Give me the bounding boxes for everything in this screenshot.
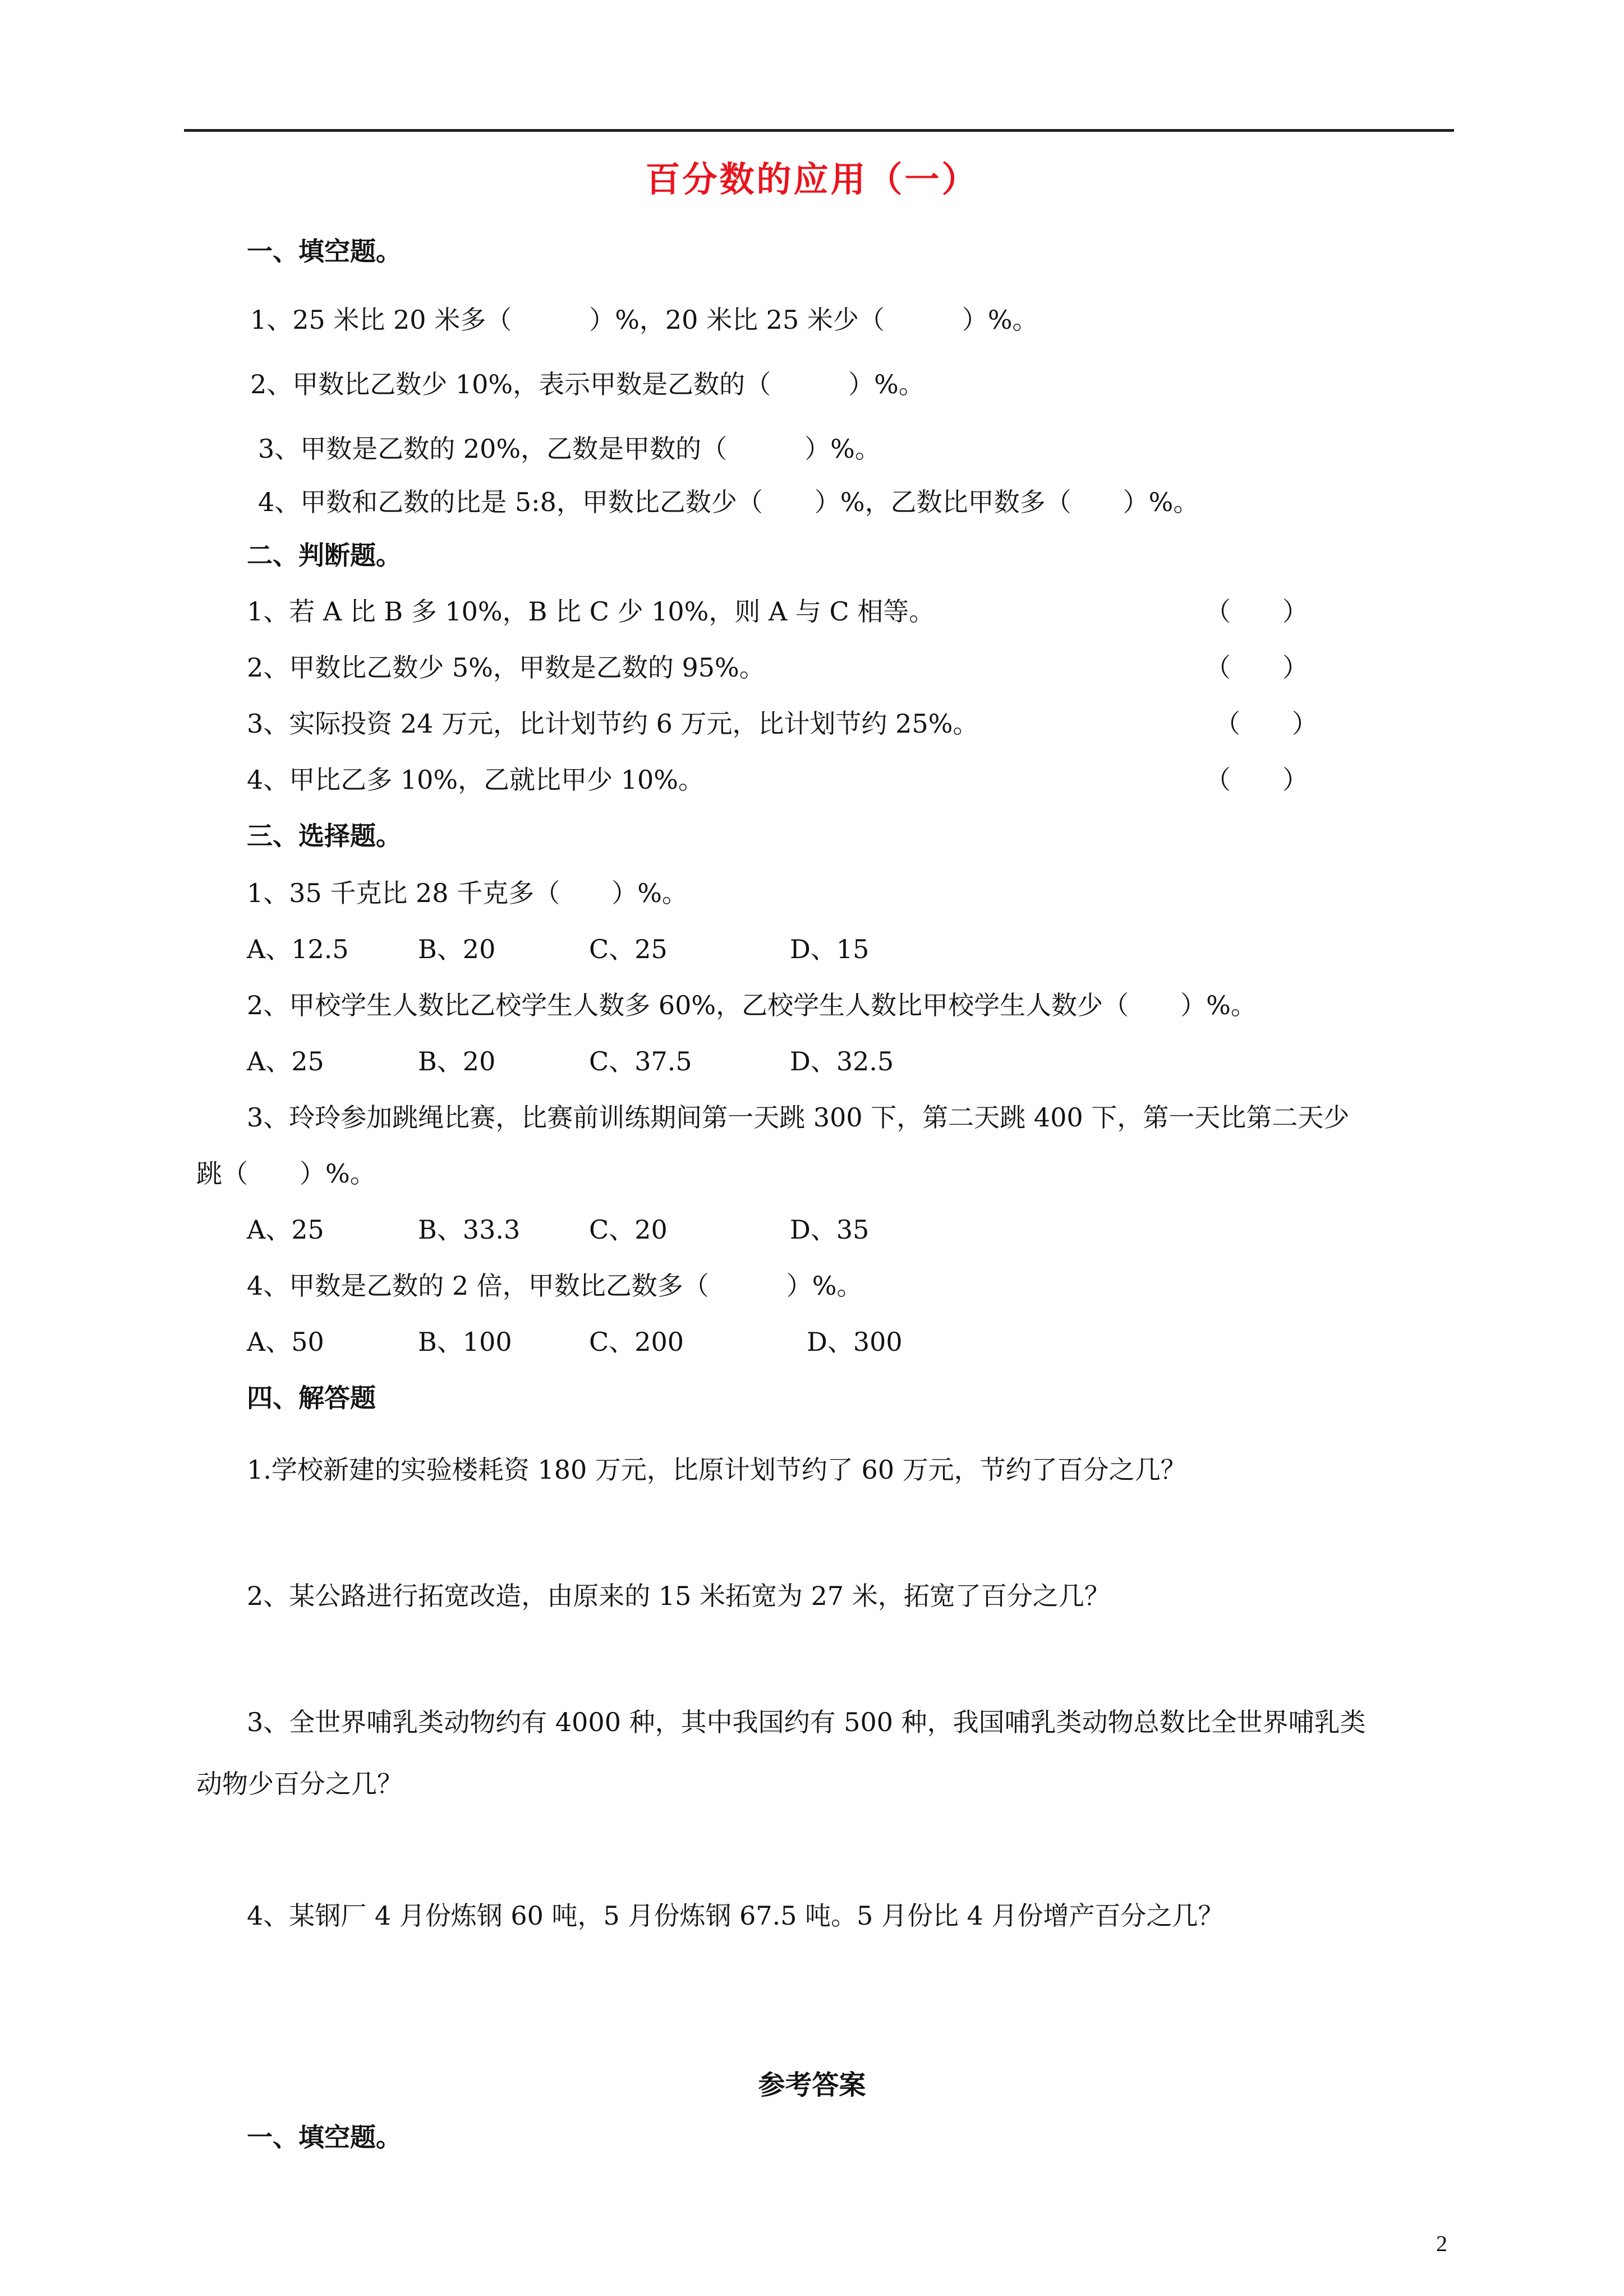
- fill-question-4: 4、甲数和乙数的比是 5:8，甲数比乙数少（ ）%，乙数比甲数多（ ）%。: [258, 487, 1199, 517]
- judge-question-2: 2、甲数比乙数少 5%，甲数是乙数的 95%。: [247, 652, 765, 683]
- choice-1-option-c: C、25: [589, 934, 668, 964]
- choice-2-option-d: D、32.5: [790, 1046, 894, 1076]
- judge-question-1: 1、若 A 比 B 多 10%，B 比 C 少 10%，则 A 与 C 相等。: [247, 596, 935, 627]
- choice-question-4: 4、甲数是乙数的 2 倍，甲数比乙数多（ ）%。: [247, 1271, 863, 1301]
- judge-mark-3: （ ）: [1214, 708, 1318, 739]
- choice-question-3: 3、玲玲参加跳绳比赛，比赛前训练期间第一天跳 300 下，第二天跳 400 下，第一天比第二天少: [247, 1102, 1350, 1133]
- solve-question-1: 1.学校新建的实验楼耗资 180 万元，比原计划节约了 60 万元，节约了百分之几？: [247, 1455, 1186, 1485]
- choice-question-2: 2、甲校学生人数比乙校学生人数多 60%，乙校学生人数比甲校学生人数少（ ）%。: [247, 990, 1257, 1020]
- choice-2-option-c: C、37.5: [589, 1046, 692, 1076]
- section-judge-heading: 二、判断题。: [247, 540, 402, 570]
- choice-4-option-c: C、200: [589, 1327, 684, 1357]
- header-rule: [184, 129, 1454, 132]
- section-solve-heading: 四、解答题: [247, 1383, 376, 1413]
- judge-mark-2: （ ）: [1205, 652, 1308, 683]
- choice-2-option-b: B、20: [418, 1046, 496, 1076]
- judge-question-3: 3、实际投资 24 万元，比计划节约 6 万元，比计划节约 25%。: [247, 708, 979, 739]
- page-title: 百分数的应用（一）: [645, 159, 979, 200]
- judge-mark-1: （ ）: [1205, 596, 1308, 627]
- choice-1-option-a: A、12.5: [247, 934, 349, 964]
- judge-question-4: 4、甲比乙多 10%，乙就比甲少 10%。: [247, 765, 704, 795]
- choice-4-option-b: B、100: [418, 1327, 512, 1357]
- judge-mark-4: （ ）: [1205, 765, 1308, 795]
- section-fill-heading: 一、填空题。: [247, 236, 402, 266]
- fill-question-2: 2、甲数比乙数少 10%，表示甲数是乙数的（ ）%。: [250, 369, 924, 399]
- choice-4-option-a: A、50: [247, 1327, 324, 1357]
- choice-1-option-d: D、15: [790, 934, 869, 964]
- choice-3-option-d: D、35: [790, 1214, 869, 1245]
- choice-3-option-c: C、20: [589, 1214, 668, 1245]
- choice-2-option-a: A、25: [247, 1046, 324, 1076]
- choice-1-option-b: B、20: [418, 934, 496, 964]
- choice-question-3-continued: 跳（ ）%。: [196, 1158, 376, 1189]
- solve-question-4: 4、某钢厂 4 月份炼钢 60 吨，5 月份炼钢 67.5 吨。5 月份比 4 月份增产百分之几？: [247, 1901, 1224, 1931]
- solve-question-2: 2、某公路进行拓宽改造，由原来的 15 米拓宽为 27 米，拓宽了百分之几？: [247, 1581, 1110, 1611]
- answer-section-fill-heading: 一、填空题。: [247, 2122, 402, 2152]
- answer-heading: 参考答案: [758, 2069, 866, 2101]
- solve-question-3-continued: 动物少百分之几？: [196, 1769, 403, 1799]
- choice-3-option-b: B、33.3: [418, 1214, 521, 1245]
- choice-3-option-a: A、25: [247, 1214, 324, 1245]
- solve-question-3: 3、全世界哺乳类动物约有 4000 种，其中我国约有 500 种，我国哺乳类动物总数比全世界哺乳类: [247, 1707, 1366, 1737]
- page-number: 2: [1436, 2231, 1447, 2256]
- choice-4-option-d: D、300: [807, 1327, 903, 1357]
- section-choice-heading: 三、选择题。: [247, 821, 402, 851]
- fill-question-3: 3、甲数是乙数的 20%，乙数是甲数的（ ）%。: [258, 434, 881, 464]
- choice-question-1: 1、35 千克比 28 千克多（ ）%。: [247, 878, 688, 908]
- fill-question-1: 1、25 米比 20 米多（ ）%，20 米比 25 米少（ ）%。: [250, 305, 1038, 335]
